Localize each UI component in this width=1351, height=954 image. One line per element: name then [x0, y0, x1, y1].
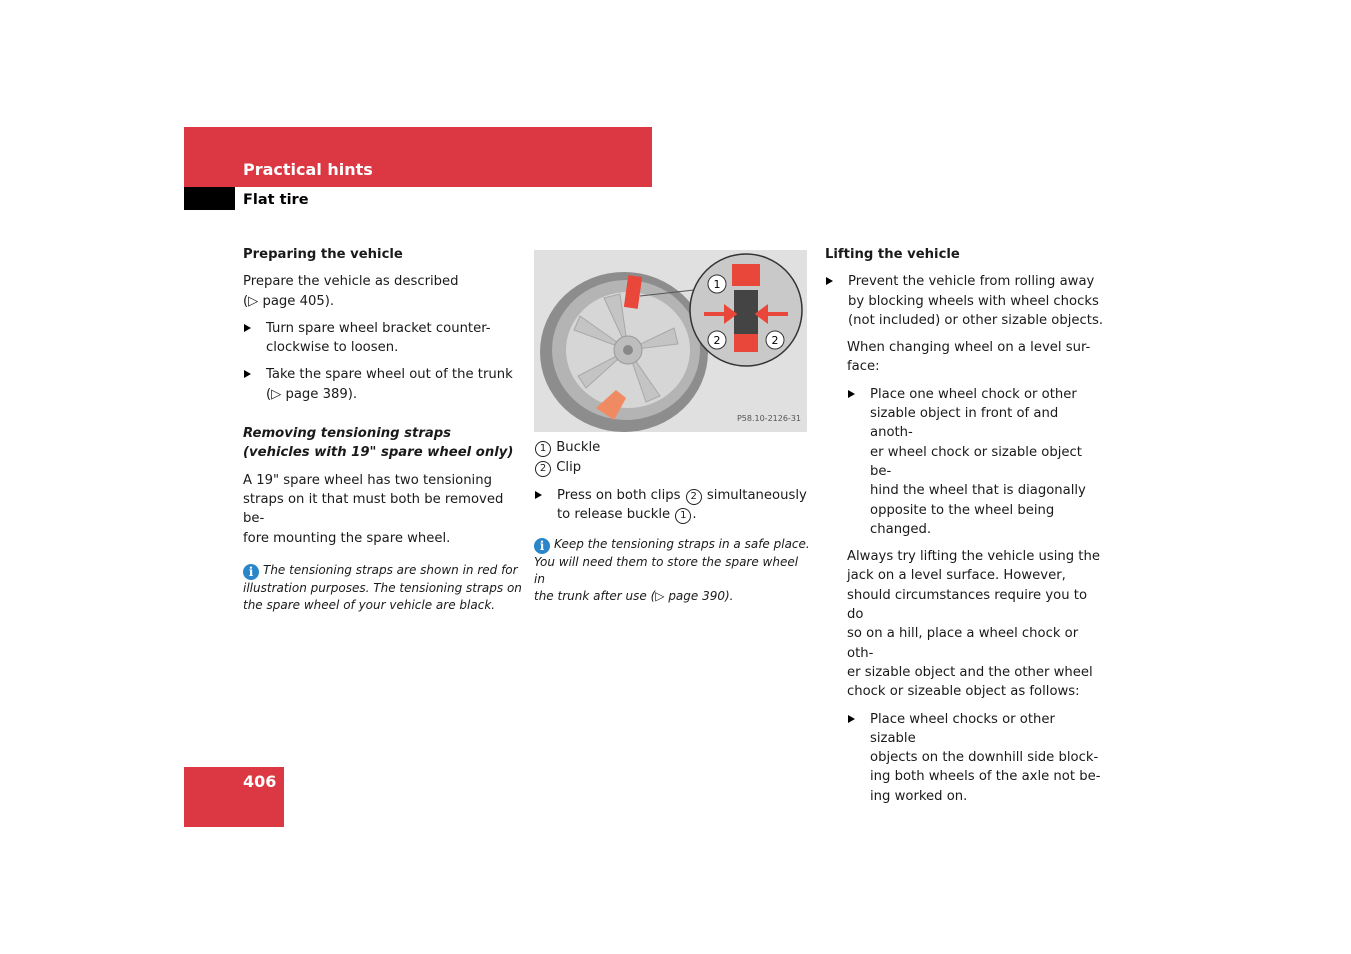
bullet-downhill-chocks: Place wheel chocks or other sizable objects on the downhill side block- ing both wheels of the axle not be- ing worked on. — [847, 710, 1103, 806]
legend-buckle: 1 Buckle — [534, 438, 810, 457]
bullet-place-chock: Place one wheel chock or other sizable object in front of and anoth- er wheel chock or sizable object be- hind the wheel that is diagonally opposite to the wheel being changed. — [847, 385, 1103, 539]
paragraph-prepare: Prepare the vehicle as described (▷ page 405). — [243, 274, 459, 309]
header-tab-marker — [184, 187, 235, 210]
bullet-take-spare-wheel: Take the spare wheel out of the trunk (▷ page 389). — [243, 365, 523, 404]
paragraph-level-surface: When changing wheel on a level sur- face: — [847, 340, 1091, 375]
heading-preparing-vehicle: Preparing the vehicle — [243, 247, 403, 262]
bullet-press-clips: Press on both clips 2 simultaneously to release buckle 1 . — [534, 486, 810, 525]
bullet-triangle-icon — [826, 277, 833, 285]
section-title: Practical hints — [243, 160, 373, 179]
info-icon: i — [534, 538, 550, 554]
paragraph-hill: Always try lifting the vehicle using the jack on a level surface. However, should circumstances require you to do so on a hill, place a wheel chock or oth- er sizable object and the other wheel chock or sizeable object as follows: — [847, 549, 1100, 700]
column-right — [825, 245, 1103, 814]
legend-number: 2 — [535, 461, 551, 477]
heading-lifting-vehicle: Lifting the vehicle — [825, 247, 960, 262]
bullet-triangle-icon — [244, 324, 251, 332]
info-note-straps: i The tensioning straps are shown in red for illustration purposes. The tensioning straps on the spare wheel of your vehicle are black. — [243, 562, 522, 612]
spare-wheel-drawing — [534, 250, 807, 432]
spare-wheel-illustration — [534, 250, 807, 432]
column-middle — [534, 250, 810, 605]
bullet-triangle-icon — [848, 390, 855, 398]
heading-removing-straps: Removing tensioning straps (vehicles with 19" spare wheel only) — [243, 426, 514, 461]
bullet-triangle-icon — [848, 715, 855, 723]
callout-2-left-label: 2 — [713, 334, 721, 347]
callout-1-label: 1 — [713, 278, 721, 291]
bullet-prevent-rolling: Prevent the vehicle from rolling away by blocking wheels with wheel chocks (not included) or other sizable objects. — [825, 272, 1103, 330]
callout-2-right-label: 2 — [771, 334, 779, 347]
paragraph-straps: A 19" spare wheel has two tensioning straps on it that must both be removed be- fore mounting the spare wheel. — [243, 472, 504, 546]
column-left — [243, 245, 523, 614]
bullet-triangle-icon — [535, 491, 542, 499]
legend-number: 1 — [535, 441, 551, 457]
info-icon: i — [243, 564, 259, 580]
legend-clip: 2 Clip — [534, 458, 810, 477]
page-number: 406 — [243, 772, 277, 791]
bullet-turn-bracket: Turn spare wheel bracket counter- clockwise to loosen. — [243, 319, 523, 358]
figure-code: P58.10-2126-31 — [736, 413, 801, 423]
info-note-keep-straps: i Keep the tensioning straps in a safe place. You will need them to store the spare wheel in the trunk after use (▷ page 390). — [534, 537, 810, 604]
bullet-triangle-icon — [244, 370, 251, 378]
subsection-title: Flat tire — [243, 192, 309, 208]
